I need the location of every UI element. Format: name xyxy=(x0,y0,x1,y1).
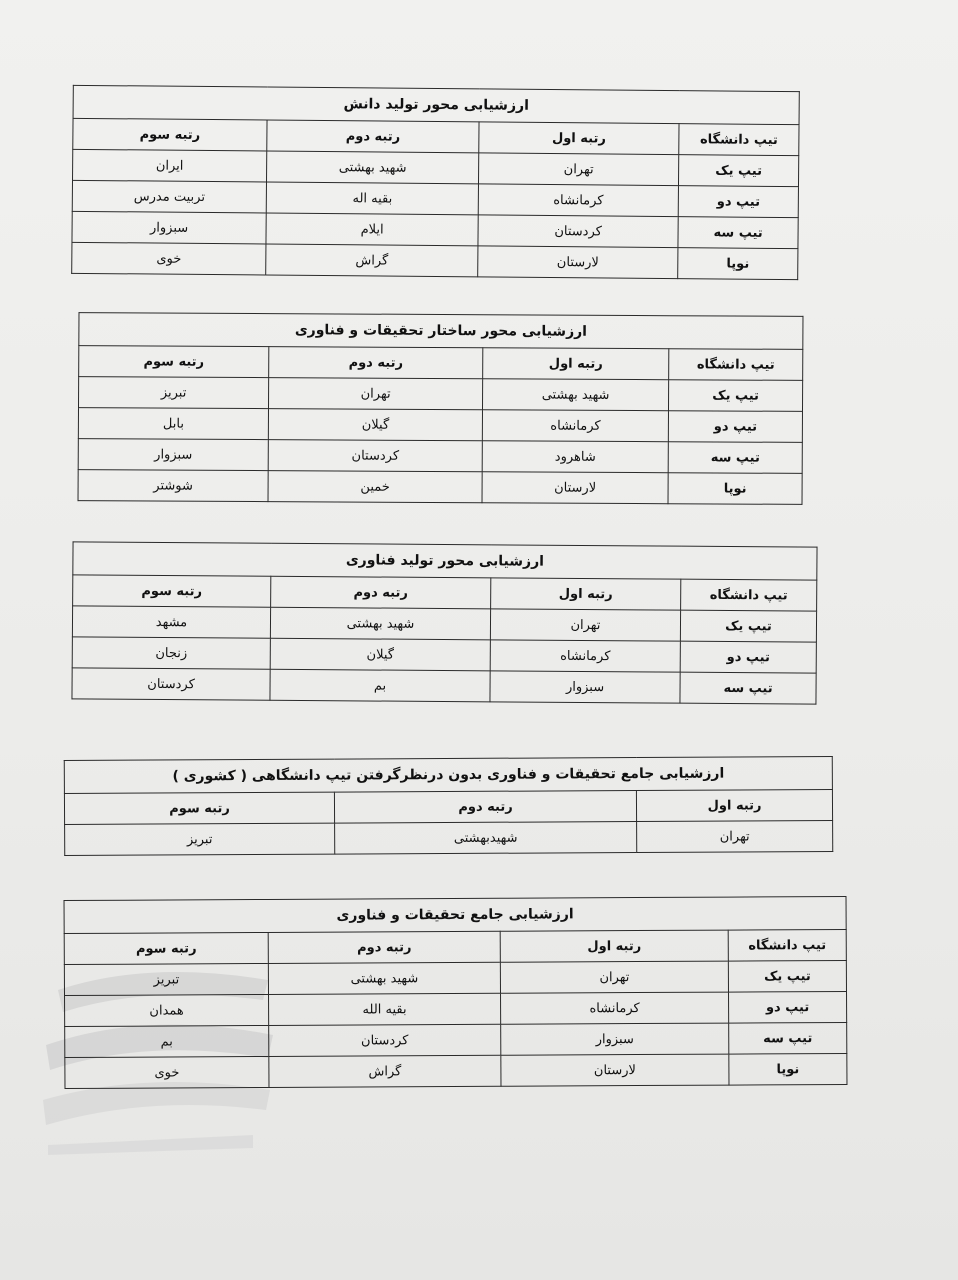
table-header-row xyxy=(73,575,817,611)
second-rank-cell: بم xyxy=(270,669,490,702)
table-title: ارزشیابی محور تولید فناوری xyxy=(73,542,817,580)
type-cell: تیپ دو xyxy=(678,186,798,218)
table-header-row xyxy=(79,346,803,381)
first-rank-cell: شهید بهشتی xyxy=(483,379,669,411)
type-cell: تیپ یک xyxy=(679,155,799,187)
third-rank-cell: مشهد xyxy=(72,606,270,638)
third-rank-cell: تربیت مدرس xyxy=(72,180,266,213)
table-title-row xyxy=(64,896,846,933)
first-rank-cell: سبزوار xyxy=(490,671,680,703)
first-rank-cell: کرمانشاه xyxy=(478,184,678,217)
third-rank-cell: تبریز xyxy=(78,377,268,409)
table-row xyxy=(64,960,846,995)
first-rank-cell: کرمانشاه xyxy=(482,410,668,442)
table-row xyxy=(65,991,847,1026)
second-rank-cell: خمین xyxy=(268,471,482,503)
header-second-rank: رتبه دوم xyxy=(271,576,491,609)
table-title: ارزشیابی محور ساختار تحقیقات و فناوری xyxy=(79,313,803,350)
second-rank-cell: بقیه اله xyxy=(266,182,478,215)
header-third-rank: رتبه سوم xyxy=(64,932,268,964)
second-rank-cell: شهید بهشتی xyxy=(267,151,479,184)
table-technology-production xyxy=(71,541,817,704)
third-rank-cell: شوشتر xyxy=(78,470,268,502)
header-third-rank: رتبه سوم xyxy=(73,575,271,607)
first-rank-cell: تهران xyxy=(490,609,680,641)
table-row xyxy=(65,820,833,855)
third-rank-cell: خوی xyxy=(65,1056,269,1088)
third-rank-cell: کردستان xyxy=(72,668,270,700)
type-cell: تیپ سه xyxy=(668,442,802,474)
table-row xyxy=(72,668,816,704)
first-rank-cell: کرمانشاه xyxy=(501,992,729,1024)
header-first-rank: رتبه اول xyxy=(483,348,669,380)
header-first-rank: رتبه اول xyxy=(500,930,728,962)
second-rank-cell: گراش xyxy=(266,244,478,277)
table-title-row xyxy=(64,756,832,793)
second-rank-cell: گراش xyxy=(269,1055,501,1087)
type-cell: نوپا xyxy=(668,473,802,505)
table-knowledge-production xyxy=(71,85,800,280)
second-rank-cell: شهید بهشتی xyxy=(268,962,500,994)
table-title-row xyxy=(73,542,817,580)
type-cell: تیپ یک xyxy=(669,380,803,412)
table-national-overall xyxy=(64,756,834,856)
header-university-type: تیپ دانشگاه xyxy=(681,579,817,611)
header-second-rank: رتبه دوم xyxy=(267,120,479,153)
second-rank-cell: ایلام xyxy=(266,213,478,246)
table-title: ارزشیابی جامع تحقیقات و فناوری بدون درنظرگرفتن تیپ دانشگاهی ( کشوری ) xyxy=(64,756,832,793)
type-cell: نوپا xyxy=(678,248,798,280)
third-rank-cell: تبریز xyxy=(64,963,268,995)
first-rank-cell: تهران xyxy=(637,820,833,852)
header-third-rank: رتبه سوم xyxy=(73,118,267,151)
second-rank-cell: شهید بهشتی xyxy=(270,607,490,640)
header-first-rank: رتبه اول xyxy=(636,789,832,821)
type-cell: نوپا xyxy=(729,1053,847,1085)
first-rank-cell: لارستان xyxy=(501,1054,729,1086)
header-third-rank: رتبه سوم xyxy=(64,792,334,824)
type-cell: تیپ سه xyxy=(678,217,798,249)
table-row xyxy=(78,377,802,412)
header-university-type: تیپ دانشگاه xyxy=(679,124,799,156)
third-rank-cell: تبریز xyxy=(65,823,335,855)
header-first-rank: رتبه اول xyxy=(491,578,681,610)
type-cell: تیپ دو xyxy=(729,991,847,1023)
first-rank-cell: لارستان xyxy=(478,246,678,279)
table-research-structure xyxy=(78,312,804,505)
header-second-rank: رتبه دوم xyxy=(334,791,636,824)
header-first-rank: رتبه اول xyxy=(479,122,679,155)
third-rank-cell: سبزوار xyxy=(78,439,268,471)
table-title: ارزشیابی محور تولید دانش xyxy=(73,85,799,124)
table-row xyxy=(78,470,802,505)
first-rank-cell: شاهرود xyxy=(482,441,668,473)
first-rank-cell: لارستان xyxy=(482,472,668,504)
type-cell: تیپ دو xyxy=(668,411,802,443)
type-cell: تیپ یک xyxy=(728,960,846,992)
third-rank-cell: بابل xyxy=(78,408,268,440)
third-rank-cell: ایران xyxy=(73,149,267,182)
header-second-rank: رتبه دوم xyxy=(269,347,483,379)
header-second-rank: رتبه دوم xyxy=(268,931,500,963)
third-rank-cell: خوی xyxy=(72,242,266,275)
second-rank-cell: کردستان xyxy=(268,440,482,472)
table-row xyxy=(65,1053,847,1088)
table-row xyxy=(72,606,816,642)
table-title-row xyxy=(79,313,803,350)
table-row xyxy=(78,439,802,474)
first-rank-cell: تهران xyxy=(479,153,679,186)
second-rank-cell: تهران xyxy=(269,378,483,410)
third-rank-cell: سبزوار xyxy=(72,211,266,244)
header-third-rank: رتبه سوم xyxy=(79,346,269,378)
first-rank-cell: سبزوار xyxy=(501,1023,729,1055)
third-rank-cell: همدان xyxy=(65,994,269,1026)
table-title: ارزشیابی جامع تحقیقات و فناوری xyxy=(64,896,846,933)
second-rank-cell: کردستان xyxy=(269,1024,501,1056)
first-rank-cell: کرمانشاه xyxy=(490,640,680,672)
table-overall-research xyxy=(64,896,848,1089)
table-row xyxy=(72,242,798,279)
third-rank-cell: زنجان xyxy=(72,637,270,669)
table-header-row xyxy=(64,929,846,964)
table-row xyxy=(78,408,802,443)
third-rank-cell: بم xyxy=(65,1025,269,1057)
first-rank-cell: کردستان xyxy=(478,215,678,248)
second-rank-cell: گیلان xyxy=(270,638,490,671)
second-rank-cell: بقیه الله xyxy=(269,993,501,1025)
first-rank-cell: تهران xyxy=(500,961,728,993)
type-cell: تیپ یک xyxy=(680,610,816,642)
type-cell: تیپ سه xyxy=(680,672,816,704)
second-rank-cell: گیلان xyxy=(268,409,482,441)
type-cell: تیپ سه xyxy=(729,1022,847,1054)
table-row xyxy=(65,1022,847,1057)
header-university-type: تیپ دانشگاه xyxy=(669,349,803,381)
type-cell: تیپ دو xyxy=(680,641,816,673)
second-rank-cell: شهیدبهشتی xyxy=(335,822,637,855)
table-header-row xyxy=(64,789,832,824)
table-row xyxy=(72,637,816,673)
header-university-type: تیپ دانشگاه xyxy=(728,929,846,961)
